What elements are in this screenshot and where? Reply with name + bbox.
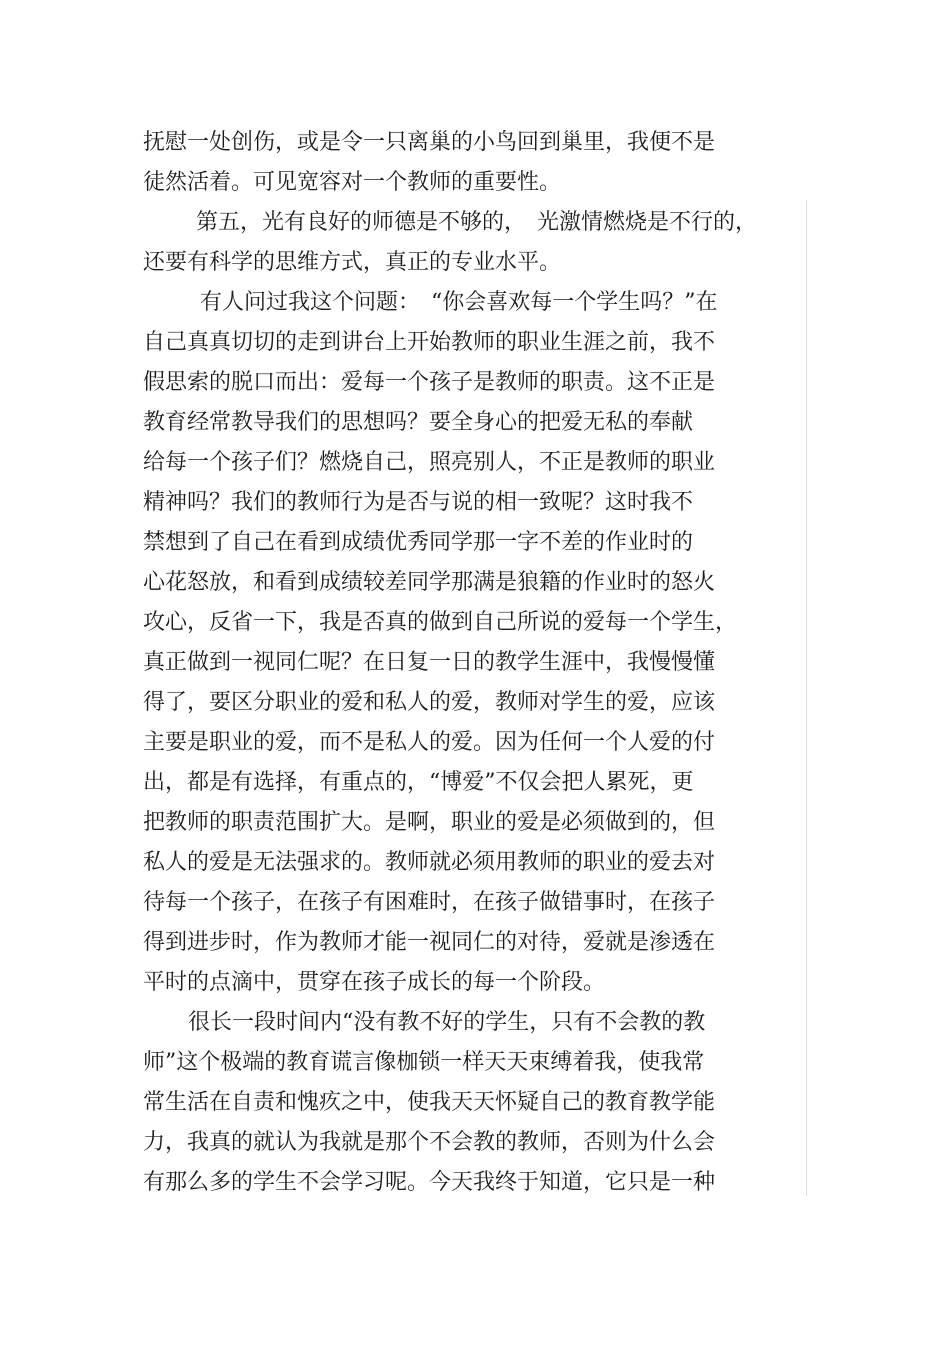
- text-line: 精神吗？我们的教师行为是否与说的相一致呢？这时我不: [143, 490, 694, 515]
- text-line: 假思索的脱口而出：爱每一个孩子是教师的职责。这不正是: [143, 370, 716, 395]
- text-line: 有那么多的学生不会学习呢。今天我终于知道，它只是一种: [143, 1170, 716, 1195]
- text-line: 师”这个极端的教育谎言像枷锁一样天天束缚着我，使我常: [143, 1050, 705, 1075]
- text-line: 给每一个孩子们？燃烧自己，照亮别人，不正是教师的职业: [143, 450, 716, 475]
- text-line: 平时的点滴中，贯穿在孩子成长的每一个阶段。: [143, 970, 606, 995]
- text-line: 主要是职业的爱，而不是私人的爱。因为任何一个人爱的付: [143, 730, 716, 755]
- text-line: 心花怒放，和看到成绩较差同学那满是狼籍的作业时的怒火: [143, 570, 716, 595]
- text-line: 真正做到一视同仁呢？在日复一日的教学生涯中，我慢慢懂: [143, 650, 716, 675]
- text-line: 得了，要区分职业的爱和私人的爱，教师对学生的爱，应该: [143, 690, 716, 715]
- text-line: 还要有科学的思维方式，真正的专业水平。: [143, 250, 562, 275]
- text-line: 自己真真切切的走到讲台上开始教师的职业生涯之前，我不: [143, 330, 716, 355]
- text-line: 徒然活着。可见宽容对一个教师的重要性。: [143, 170, 562, 195]
- text-line: 待每一个孩子，在孩子有困难时，在孩子做错事时，在孩子: [143, 890, 716, 915]
- text-line: 很长一段时间内“没有教不好的学生，只有不会教的教: [188, 1010, 706, 1035]
- text-line: 攻心，反省一下，我是否真的做到自己所说的爱每一个学生，: [143, 610, 738, 635]
- text-line: 禁想到了自己在看到成绩优秀同学那一字不差的作业时的: [143, 530, 694, 555]
- text-line: 把教师的职责范围扩大。是啊，职业的爱是必须做到的，但: [143, 810, 716, 835]
- text-line: 常生活在自责和愧疚之中，使我天天怀疑自己的教育教学能: [143, 1090, 716, 1115]
- text-line: 出，都是有选择，有重点的，“博爱”不仅会把人累死，更: [143, 770, 694, 795]
- text-line: 力，我真的就认为我就是那个不会教的教师，否则为什么会: [143, 1130, 716, 1155]
- text-line: 抚慰一处创伤，或是令一只离巢的小鸟回到巢里，我便不是: [143, 130, 716, 155]
- text-line: 教育经常教导我们的思想吗？要全身心的把爱无私的奉献: [143, 410, 694, 435]
- margin-rule: [806, 200, 807, 1196]
- text-line: 得到进步时，作为教师才能一视同仁的对待，爱就是渗透在: [143, 930, 716, 955]
- text-line: 私人的爱是无法强求的。教师就必须用教师的职业的爱去对: [143, 850, 716, 875]
- text-line: 有人问过我这个问题： “你会喜欢每一个学生吗？”在: [200, 290, 718, 315]
- text-line: 第五，光有良好的师德是不够的， 光激情燃烧是不行的，: [196, 210, 758, 235]
